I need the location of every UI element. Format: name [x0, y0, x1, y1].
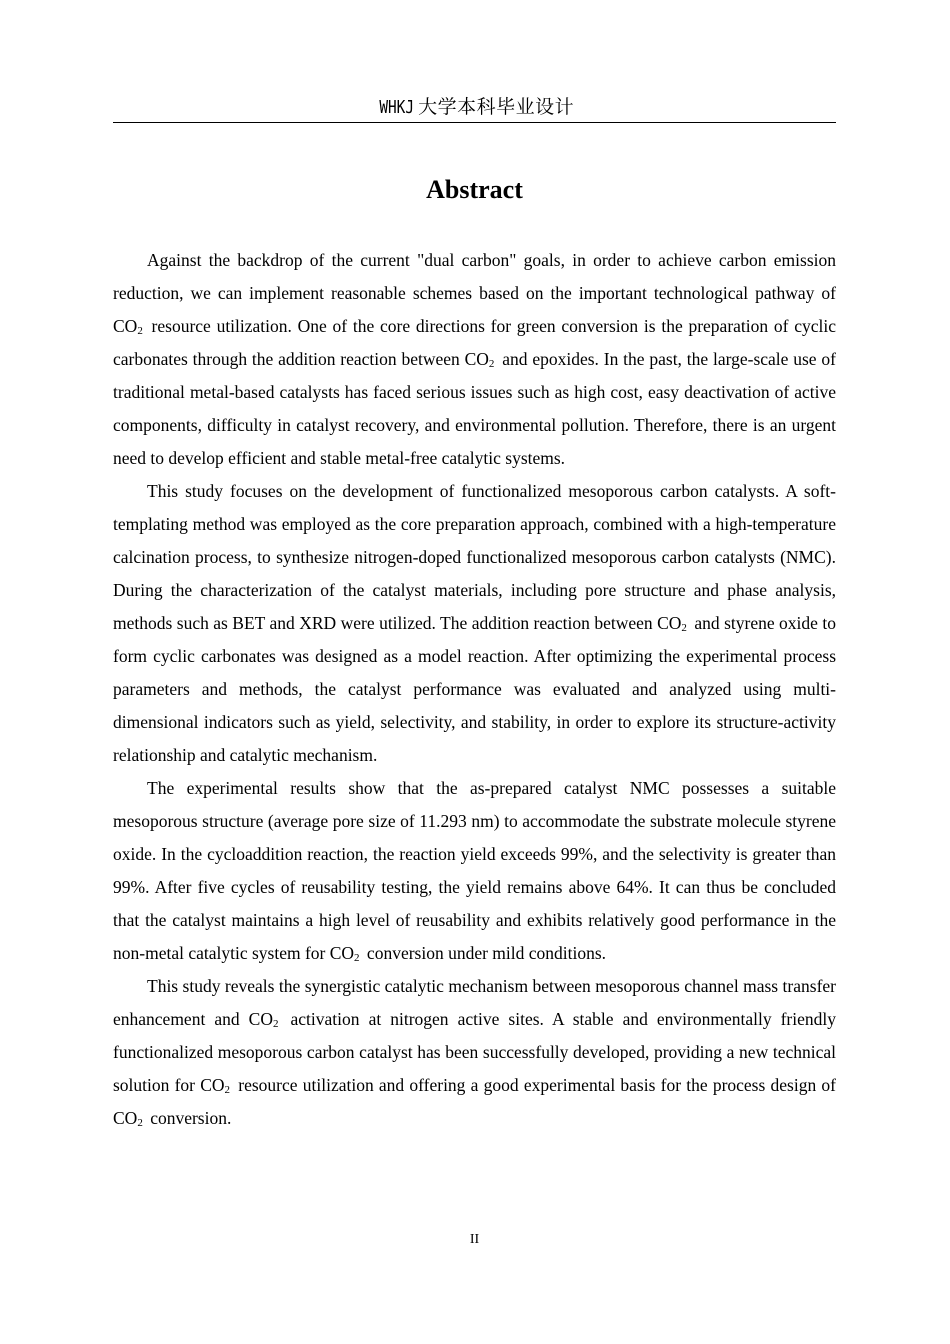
subscript: 2 [681, 622, 687, 634]
text-run: and epoxides. In the past, the large-scale use of traditional metal-based catalysts has faced serious issues such as high cost, easy deactivation of active components, difficulty in catalyst recovery, and environmental pollution. Therefore, there is an urgent need to develop efficient and stable metal-free catalytic systems. [113, 349, 836, 468]
abstract-body [113, 244, 836, 1135]
text-run: This study focuses on the development of functionalized mesoporous carbon catalysts. A soft-templating method was employed as the core preparation approach, combined with a high-temperature calcination process, to synthesize nitrogen-doped functionalized mesoporous carbon catalysts (NMC). During the characterization of the catalyst materials, including pore structure and phase analysis, methods such as BET and XRD were utilized. The addition reaction between CO [113, 481, 836, 633]
text-run: This study reveals the synergistic catalytic mechanism between mesoporous channel mass transfer enhancement and CO [113, 976, 836, 1029]
subscript: 2 [224, 1084, 231, 1096]
abstract-paragraph-1 [113, 244, 836, 475]
text-run: conversion under mild conditions. [362, 943, 607, 963]
subscript: 2 [272, 1018, 279, 1030]
header-latin: WHKJ [379, 97, 414, 118]
text-run: The experimental results show that the as-prepared catalyst NMC possesses a suitable mesoporous structure (average pore size of 11.293 nm) to accommodate the substrate molecule styrene oxide. In the cycloaddition reaction, the reaction yield exceeds 99%, and the selectivity is greater than 99%. After five cycles of reusability testing, the yield remains above 64%. It can thus be concluded that the catalyst maintains a high level of reusability and exhibits relatively good performance in the non-metal catalytic system for CO [113, 778, 836, 963]
page-header [113, 92, 836, 123]
page-number: II [469, 1232, 480, 1247]
subscript: 2 [488, 358, 495, 370]
abstract-title: Abstract [426, 175, 523, 204]
text-run: conversion. [145, 1108, 232, 1128]
header-cjk: 大学本科毕业设计 [418, 96, 575, 118]
abstract-paragraph-4 [113, 970, 836, 1135]
text-run: activation at nitrogen active sites. A stable and environmentally friendly functionalized mesoporous carbon catalyst has been successfully developed, providing a new technical solution for CO [113, 1009, 837, 1095]
abstract-paragraph-2 [113, 475, 836, 772]
text-run: and styrene oxide to form cyclic carbonates was designed as a model reaction. After optimizing the experimental process parameters and methods, the catalyst performance was evaluated and analyzed using multi-dimensional indicators such as yield, selectivity, and stability, in order to explore its structure-activity relationship and catalytic mechanism. [113, 613, 837, 765]
subscript: 2 [137, 1117, 143, 1129]
abstract-paragraph-3 [113, 772, 836, 970]
text-run: resource utilization. One of the core directions for green conversion is the preparation of cyclic carbonates through the addition reaction between CO [113, 316, 836, 369]
text-run: Against the backdrop of the current "dual carbon" goals, in order to achieve carbon emission reduction, we can implement reasonable schemes based on the important technological pathway of CO [113, 250, 836, 336]
text-run: resource utilization and offering a good experimental basis for the process design of CO [113, 1075, 836, 1128]
subscript: 2 [137, 325, 143, 337]
subscript: 2 [354, 952, 360, 964]
